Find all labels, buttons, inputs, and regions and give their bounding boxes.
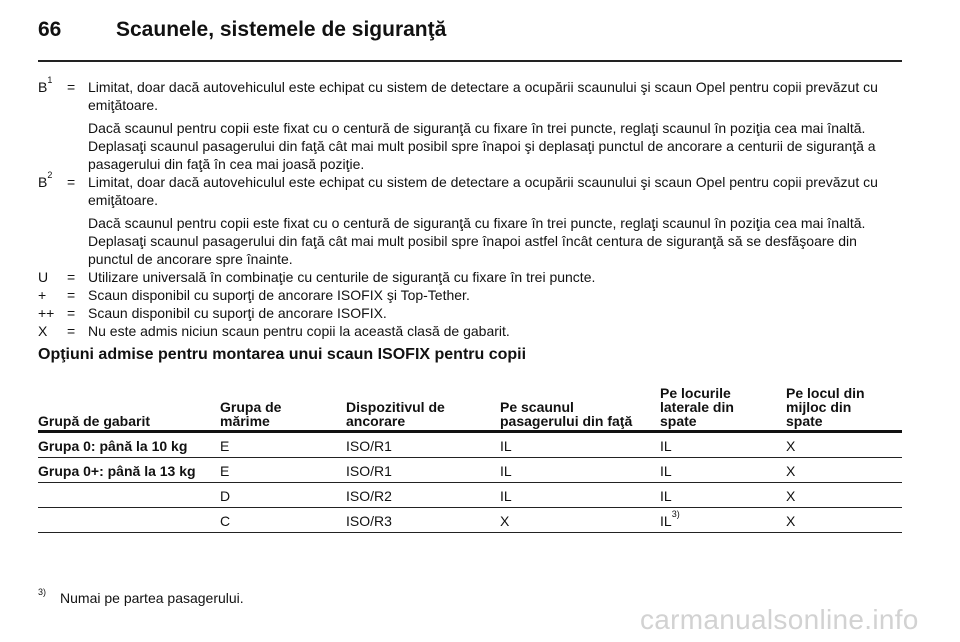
footnote-marker: 3) <box>38 587 47 597</box>
column-header-front: Pe scaunul pasagerului din faţă <box>500 399 633 429</box>
footnote <box>38 587 244 606</box>
legend-equals: = <box>67 79 76 95</box>
legend-item-plus-plus <box>38 304 904 322</box>
column-header-group: Grupă de gabarit <box>38 413 151 429</box>
legend-item-x <box>38 322 904 340</box>
legend-key: $B^2$ <box>38 170 53 190</box>
legend-equals: = <box>67 269 76 285</box>
table-row <box>38 433 902 458</box>
legend-text: Utilizare universală în combinaţie cu centurile de siguranţă cu fixare în trei puncte. <box>88 269 596 285</box>
legend-equals: = <box>67 323 76 339</box>
footnote-reference: 3) <box>671 509 680 519</box>
column-header-device: Dispozitivul de ancorare <box>346 399 445 429</box>
table-header <box>38 378 902 430</box>
legend-text: Scaun disponibil cu suporţi de ancorare ISOFIX şi Top-Tether. <box>88 287 470 303</box>
cell-middle: X <box>786 438 796 454</box>
cell-size: E <box>220 463 230 479</box>
cell-lateral: IL <box>660 463 672 479</box>
cell-middle: X <box>786 488 796 504</box>
column-header-middle: Pe locul din mijloc din spate <box>786 385 865 429</box>
watermark: carmanualsonline.info <box>640 604 919 635</box>
cell-device: ISO/R1 <box>346 463 392 479</box>
column-header-lateral: Pe locurile laterale din spate <box>660 385 734 429</box>
cell-lateral: IL <box>660 488 672 504</box>
column-header-size: Grupa de mărime <box>220 399 282 429</box>
cell-front: IL <box>500 488 512 504</box>
legend-item-plus <box>38 286 904 304</box>
header-divider <box>38 60 902 62</box>
page-title: Scaunele, sistemele de siguranţă <box>116 18 447 41</box>
legend-item-u <box>38 268 904 286</box>
footnote-text: Numai pe partea pasagerului. <box>60 590 244 606</box>
cell-front: IL <box>500 438 512 454</box>
cell-group: Grupa 0: până la 10 kg <box>38 438 188 454</box>
legend-text: Dacă scaunul pentru copii este fixat cu o centură de siguranţă cu fixare în trei puncte, reglaţi scaunul în poziţia cea mai înaltă. Deplasaţi scaunul pasagerului din faţă cât mai mult posibil spre înapoi astfel încât centura de siguranţă să se desfăşoare din punctul de ancorare spre înainte. <box>88 215 866 267</box>
cell-front: X <box>500 513 510 529</box>
cell-device: ISO/R3 <box>346 513 392 529</box>
cell-size: D <box>220 488 231 504</box>
page-header <box>38 18 902 62</box>
table-row <box>38 508 902 533</box>
legend-key: ++ <box>38 305 55 321</box>
legend-key: X <box>38 323 48 339</box>
legend-equals: = <box>67 305 76 321</box>
legend-key: U <box>38 269 49 285</box>
cell-size: E <box>220 438 230 454</box>
legend-item-b1 <box>38 75 904 173</box>
legend-text: Limitat, doar dacă autovehiculul este echipat cu sistem de detectare a ocupării scaunului şi scaun Opel pentru copii prevăzut cu emiţătoare. <box>88 79 878 113</box>
section-heading: Opţiuni admise pentru montarea unui scaun ISOFIX pentru copii <box>38 346 527 363</box>
table-row <box>38 483 902 508</box>
isofix-table <box>38 378 902 533</box>
cell-device: ISO/R1 <box>346 438 392 454</box>
table-row <box>38 458 902 483</box>
cell-size: C <box>220 513 231 529</box>
legend-text: Limitat, doar dacă autovehiculul este echipat cu sistem de detectare a ocupării scaunului şi scaun Opel pentru copii prevăzut cu emiţătoare. <box>88 174 878 208</box>
legend-text: Dacă scaunul pentru copii este fixat cu o centură de siguranţă cu fixare în trei puncte, reglaţi scaunul în poziţia cea mai înaltă. Deplasaţi scaunul pasagerului din faţă cât mai mult posibil spre înapoi şi deplasaţi punctul de ancorare a centurii de siguranţă a pasagerului din faţă în cea mai joasă poziţie. <box>88 120 876 172</box>
legend-key: + <box>38 287 47 303</box>
cell-group: Grupa 0+: până la 13 kg <box>38 463 196 479</box>
page-number: 66 <box>38 18 62 41</box>
legend-text: Nu este admis niciun scaun pentru copii la această clasă de gabarit. <box>88 323 510 339</box>
cell-device: ISO/R2 <box>346 488 392 504</box>
legend-equals: = <box>67 174 76 190</box>
legend-text: Scaun disponibil cu suporţi de ancorare ISOFIX. <box>88 305 387 321</box>
cell-front: IL <box>500 463 512 479</box>
cell-middle: X <box>786 463 796 479</box>
legend-key: $B^1$ <box>38 75 53 95</box>
legend-list <box>38 75 904 340</box>
legend-item-b2 <box>38 170 904 268</box>
legend-equals: = <box>67 287 76 303</box>
cell-lateral: IL <box>660 438 672 454</box>
cell-lateral: IL$^{3)}$ <box>660 509 680 529</box>
cell-middle: X <box>786 513 796 529</box>
